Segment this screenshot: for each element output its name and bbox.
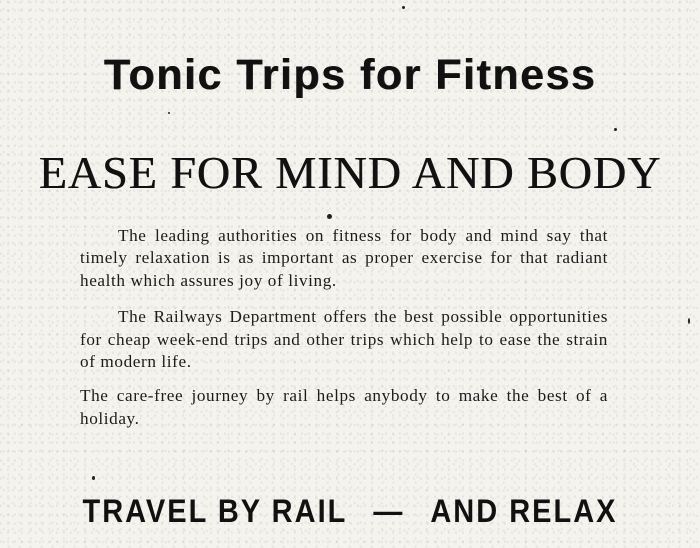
paragraph-journey: The care-free journey by rail helps anybody to make the best of a holiday. (80, 386, 608, 428)
slogan-right: AND RELAX (430, 493, 618, 530)
slogan (0, 493, 700, 530)
print-speck (402, 6, 405, 9)
headline: Tonic Trips for Fitness (103, 51, 597, 99)
print-speck (92, 476, 95, 480)
body-text (80, 225, 608, 430)
slogan-left: TRAVEL BY RAIL (82, 493, 348, 530)
print-speck (688, 318, 690, 324)
paragraph-railways: The Railways Department offers the best possible opportunities for cheap week-end trips and other trips which help to ease the strain of modern life. (80, 307, 608, 372)
print-speck (327, 214, 332, 219)
subheadline: EASE FOR MIND AND BODY (38, 147, 662, 198)
print-speck (168, 112, 170, 114)
slogan-dash: — (373, 493, 405, 530)
paragraph-fitness: The leading authorities on fitness for body and mind say that timely relaxation is as important as proper exercise for that radiant health which assures joy of living. (80, 226, 608, 290)
print-speck (614, 128, 617, 131)
